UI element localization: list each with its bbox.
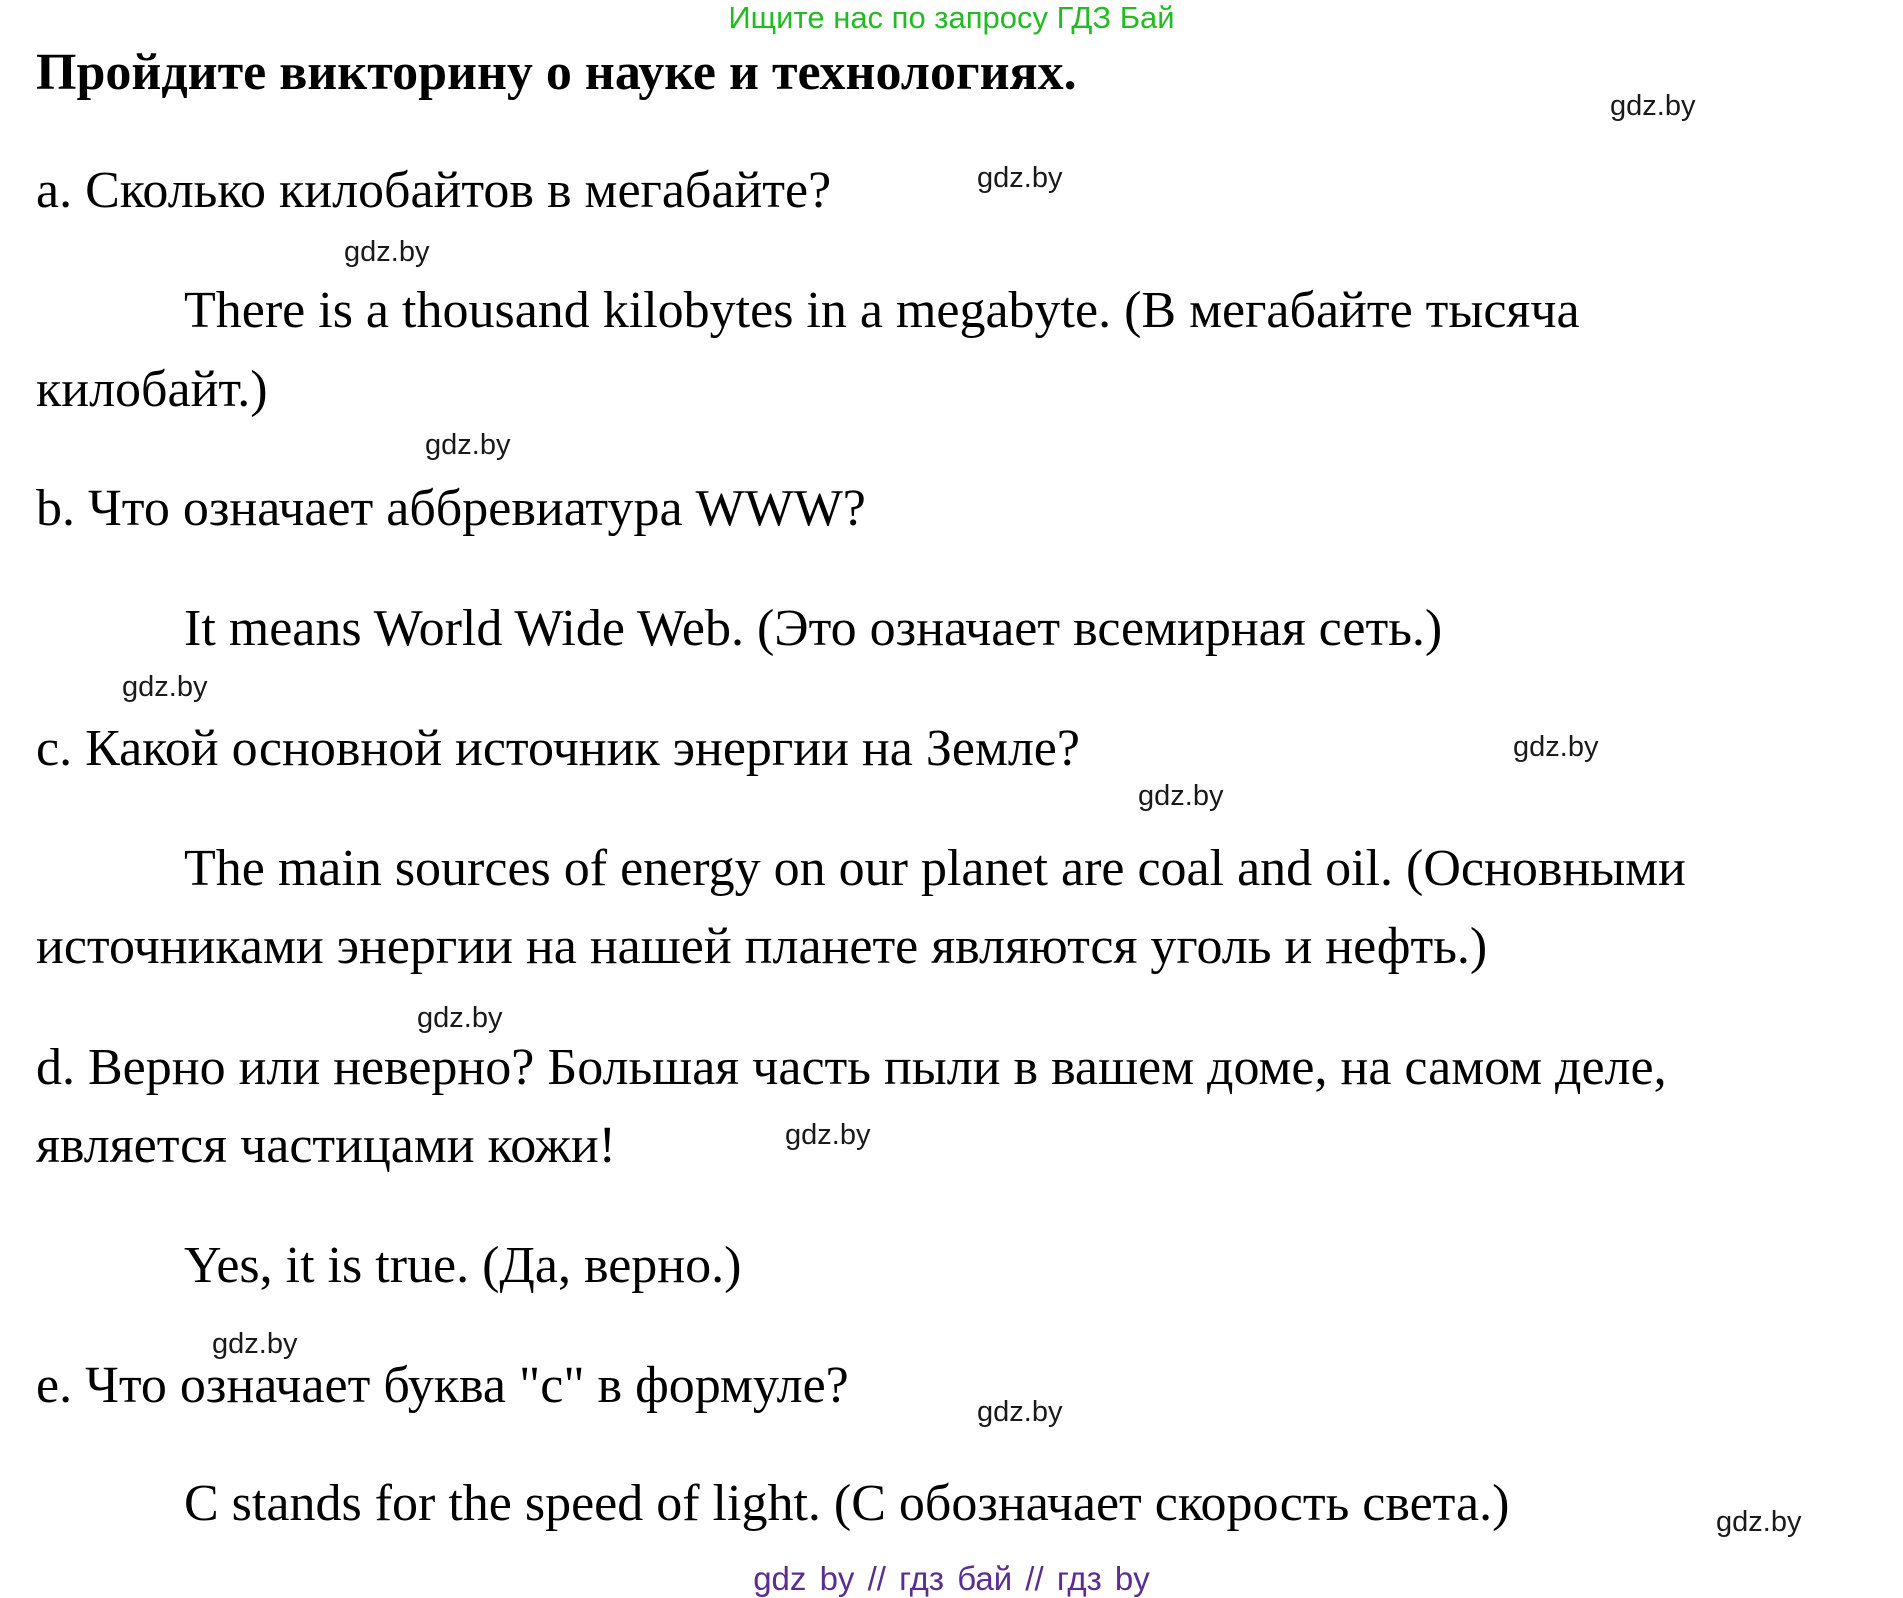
answer-a-line2: килобайт.) [36, 361, 268, 418]
answer-a-line1: There is a thousand kilobytes in a megabyte. (В мегабайте тысяча [184, 282, 1580, 339]
search-hint-banner: Ищите нас по запросу ГДЗ Бай [728, 0, 1175, 35]
question-d-line2: является частицами кожи! [36, 1117, 616, 1174]
watermark: gdz.by [785, 1119, 871, 1151]
answer-c-line1: The main sources of energy on our planet are coal and oil. (Основными [184, 840, 1686, 897]
question-b: b. Что означает аббревиатура WWW? [36, 480, 866, 537]
question-e: e. Что означает буква "c" в формуле? [36, 1357, 849, 1414]
watermark: gdz.by [1716, 1506, 1802, 1538]
watermark: gdz.by [344, 236, 430, 268]
watermark: gdz.by [417, 1002, 503, 1034]
watermark: gdz.by [425, 429, 511, 461]
watermark: gdz.by [977, 162, 1063, 194]
watermark: gdz.by [977, 1396, 1063, 1428]
question-d-line1: d. Верно или неверно? Большая часть пыли в вашем доме, на самом деле, [36, 1039, 1667, 1096]
question-c: c. Какой основной источник энергии на Земле? [36, 720, 1080, 777]
watermark: gdz.by [1138, 780, 1224, 812]
watermark: gdz.by [1610, 90, 1696, 122]
question-a: a. Сколько килобайтов в мегабайте? [36, 162, 832, 219]
watermark: gdz.by [212, 1328, 298, 1360]
answer-d: Yes, it is true. (Да, верно.) [184, 1237, 742, 1294]
answer-e: C stands for the speed of light. (С обозначает скорость света.) [184, 1475, 1510, 1532]
watermark: gdz.by [122, 671, 208, 703]
page-title: Пройдите викторину о науке и технологиях. [36, 44, 1077, 101]
answer-c-line2: источниками энергии на нашей планете являются уголь и нефть.) [36, 918, 1488, 975]
answer-b: It means World Wide Web. (Это означает всемирная сеть.) [184, 600, 1443, 657]
footer-banner: gdz by // гдз бай // гдз by [753, 1560, 1150, 1597]
watermark: gdz.by [1513, 731, 1599, 763]
